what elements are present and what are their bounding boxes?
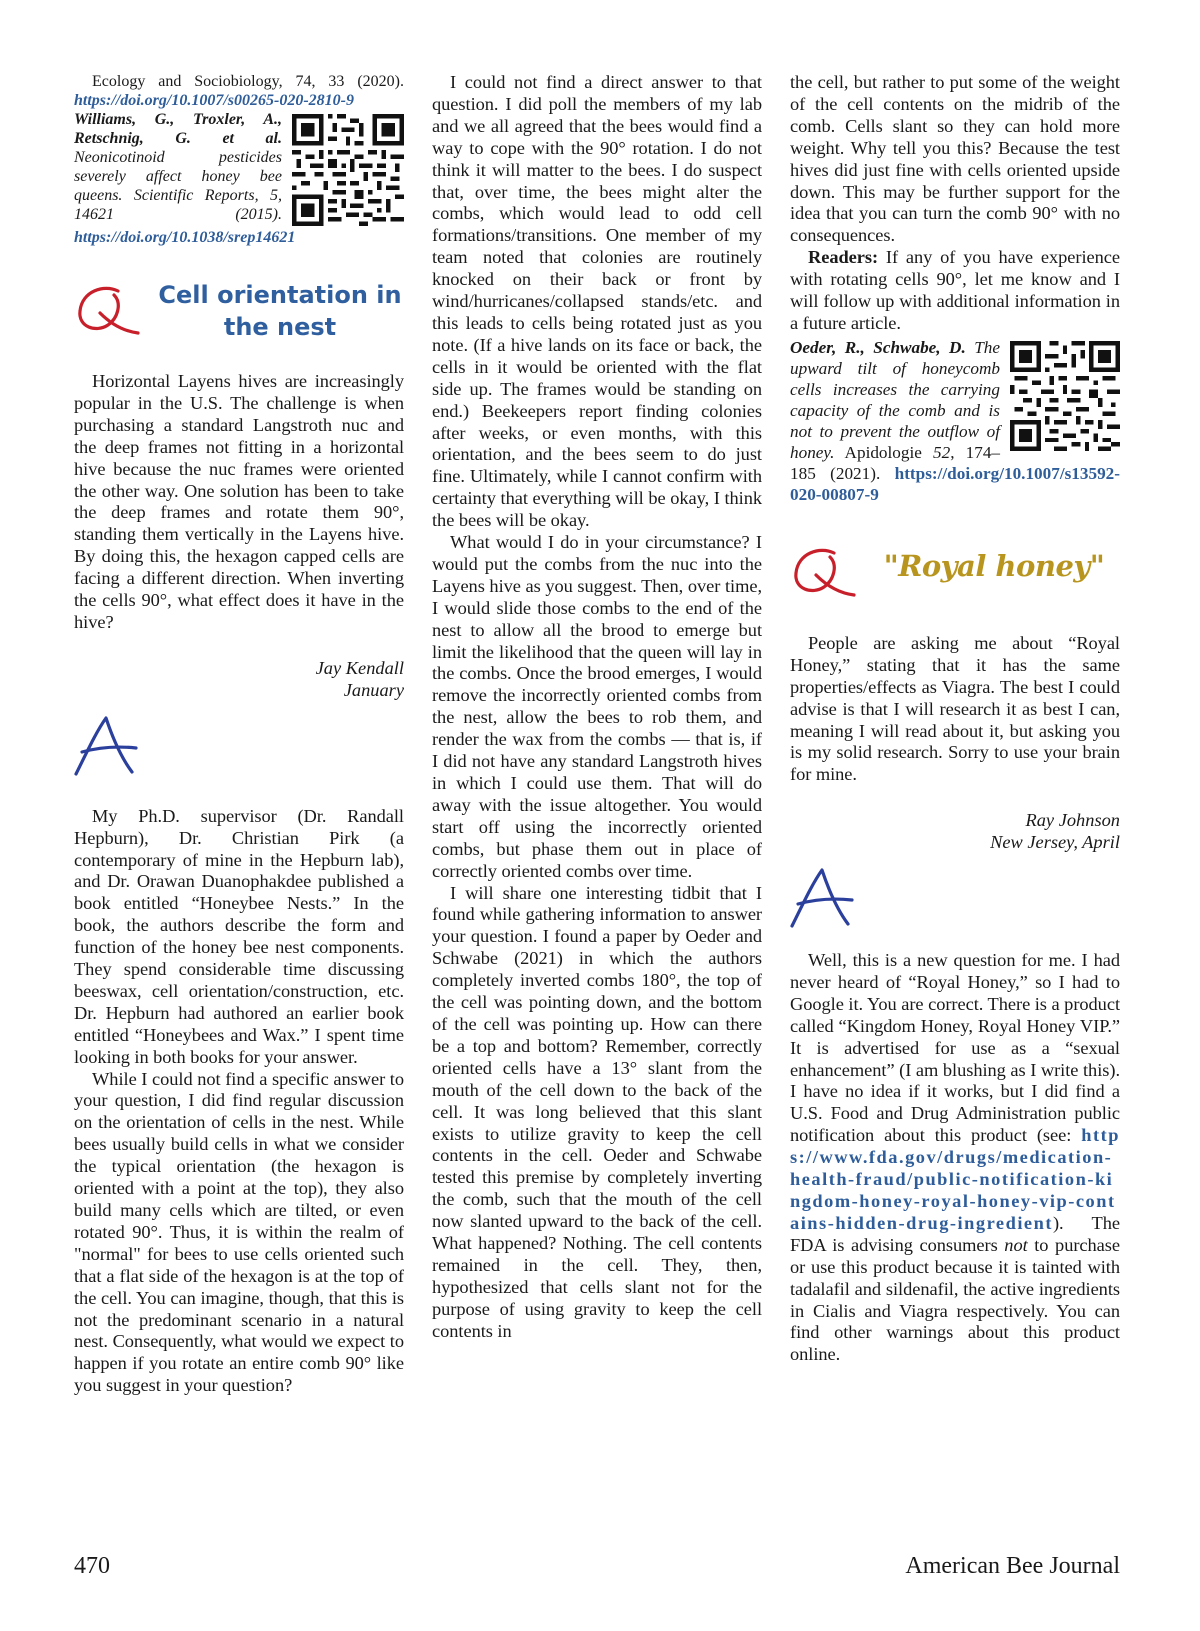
answer-text: to purchase or use this product because it is tainted with tadalafil and sildenafil, the active ingredients in Cialis and Viagra respectively. You can find other warnings about this product online.	[790, 1234, 1121, 1365]
answer-paragraph: I could not find a direct answer to that question. I did poll the members of my lab and we all agreed that the bees would find a way to cope with the 90° rotation. I do not think it will matter to the bees. I do suspect that, over time, the bees might alter the combs, which would lead to odd cell formations/transitions. One member of my team noted that colonies are routinely knocked on their back or front by wind/hurricanes/collapsed stands/etc. and this leads to cells being rotated just as you note. (If a hive lands on its face or back, the cells in it would be oriented with the flat side up. The frames would be standing on end.) Beekeepers report finding colonies after weeks, or even months, with this orientation, and the bees seem to do just fine. Ultimately, while I cannot confirm with certainty that everything will be okay, I think the bees will be okay.	[432, 72, 762, 531]
question-text: People are asking me about “Royal Honey,” stating that it has the same properties/effects as Viagra. The best I could advise is that I will research it as best I can, meaning I will read about it, but asking you is my solid research. Sorry to use your brain for mine.	[790, 632, 1120, 785]
signature-place: New Jersey, April	[990, 832, 1120, 853]
reference-pages: , 174–185 (2021).	[790, 442, 1001, 483]
reference-authors: Oeder, R., Schwabe, D.	[790, 337, 966, 357]
answer-paragraph: I will share one interesting tidbit that I found while gathering information to answer your question. I found a paper by Oeder and Schwabe (2021) in which the authors completely inverted combs 180°, the top of the cell was pointing down, and the bottom of the cell was pointing up. How can there be a top and bottom? Remember, correctly oriented cells have a 13° slant from the mouth of the cell down to the back of the cell. It was long believed that this slant exists to utilize gravity to keep the cell contents in the cell. Oeder and Schwabe tested this premise by completely inverting the comb, such that the mouth of the cell now slanted upward to the back of the cell. What happened? Nothing. The cell contents remained in the cell. They, then, hypothesized that cells slant not for the purpose of using gravity to keep the cell contents in	[432, 882, 762, 1341]
fda-link[interactable]: https://www.fda.gov/drugs/medication-health-fraud/public-notification-kingdom-honey-royal-honey-vip-contains-hidden-drug-ingredient	[790, 1125, 1120, 1233]
column-1	[74, 72, 404, 1397]
column-3	[790, 72, 1120, 1366]
qr-code-williams	[292, 114, 404, 226]
signature-name: Ray Johnson	[1025, 810, 1120, 831]
answer-paragraph: My Ph.D. supervisor (Dr. Randall Hepburn), Dr. Christian Pirk (a contemporary of mine in the Hepburn lab), and Dr. Orawan Duanophakdee published a book entitled “Honeybee Nests.” In the book, the authors describe the form and function of the honey bee nest components. They spend considerable time discussing beeswax, cell orientation/construction, etc. Dr. Hepburn had authored an earlier book entitled “Honeybees and Wax.” I spent time looking in both books for your answer.	[74, 805, 404, 1067]
reference-doi-link[interactable]: https://doi.org/10.1007/s13592-020-00807-9	[790, 463, 1120, 504]
q-letter-icon	[790, 543, 860, 609]
readers-label: Readers:	[808, 247, 879, 268]
question-heading: Cell orientation in the nest	[158, 281, 402, 341]
reference-journal: Apidologie	[834, 442, 934, 462]
a-letter-icon	[790, 866, 860, 932]
answer-text-close: ).	[1052, 1212, 1064, 1233]
reference-source: Ecology and Sociobiology, 74, 33 (2020).	[92, 73, 404, 90]
column-2	[432, 72, 762, 1343]
reference-continued	[74, 72, 404, 110]
a-letter-icon	[74, 714, 144, 780]
signature-name: Jay Kendall	[315, 657, 404, 678]
qr-code-oeder	[1010, 341, 1120, 451]
answer-paragraph: What would I do in your circumstance? I would put the combs from the nuc into the Layens hive as you suggest. Then, over time, I would slide those combs to the end of the nest to allow all the brood to emerge but limit the likelihood that the queen will lay in the combs. Once the brood emerges, I would remove the incorrectly oriented combs from the nest, allow the bees to rob them, and render the wax from the combs — that is, if I did not have any standard Langstroth hives in which I could use them. That will do away with the issue altogether. You would start off using the incorrectly oriented combs, but phase them out in place of correctly oriented combs over time.	[432, 532, 762, 881]
answer-paragraph	[790, 950, 1120, 1366]
signature-date: January	[343, 679, 404, 700]
q-letter-icon	[74, 281, 144, 347]
reference-title: Neonicotinoid pesticides severely affect honey bee queens. Scientific Reports, 5, 14621 (2015).	[74, 149, 282, 223]
answer-text: The FDA is advising consumers	[790, 1212, 1120, 1255]
answer-marker	[74, 702, 404, 792]
answer-text: Well, this is a new question for me. I had never heard of “Royal Honey,” so I had to Google it. You are correct. There is a product called “Kingdom Honey, Royal Honey VIP.” It is advertised for use as a “sexual enhancement” (I am blushing as I write this). I have no idea if it works, but I did find a U.S. Food and Drug Administration public notification about this product (see:	[790, 950, 1120, 1146]
readers-text: If any of you have experience with rotating cells 90°, let me know and I will follow up with additional information in a future article.	[790, 247, 1120, 333]
journal-name: American Bee Journal	[905, 1553, 1120, 1579]
page-number: 470	[74, 1553, 110, 1579]
reference-doi-link[interactable]: https://doi.org/10.1007/s00265-020-2810-9	[74, 92, 355, 109]
answer-paragraph: While I could not find a specific answer to your question, I did find regular discussion on the orientation of cells in the nest. While bees usually build cells in what we consider the typical orientation (the hexagon is oriented with a point at the top), they also build many cells which are tilted, or even rotated 90°. Thus, it is within the realm of "normal" for bees to use cells oriented such that a flat side of the hexagon is at the top of the cell. You can imagine, though, that this is not the predominant scenario in a natural nest. Consequently, what would we expect to happen if you rotate an entire comb 90° like you suggest in your question?	[74, 1068, 404, 1396]
answer-marker	[790, 854, 1120, 944]
answer-emphasis: not	[1004, 1234, 1028, 1255]
question-header	[74, 277, 404, 363]
reference-authors: Williams, G., Troxler, A., Retschnig, G. et al.	[74, 111, 282, 147]
readers-note	[790, 247, 1120, 335]
reference-title: The upward tilt of honeycomb cells increases the carrying capacity of the comb and is not to prevent the outflow of honey.	[790, 337, 1001, 462]
reference-volume: 52	[933, 442, 951, 462]
question-heading: "Royal honey"	[883, 548, 1105, 583]
question-text: Horizontal Layens hives are increasingly popular in the U.S. The challenge is when purchasing a standard Langstroth nuc and the deep frames not fitting in a horizontal hive because the nuc frames were oriented the other way. One solution has been to take the deep frames and rotate them 90°, standing them vertically in the Layens hive. By doing this, the hexagon capped cells are facing a different direction. When inverting the cells 90°, what effect does it have in the hive?	[74, 371, 404, 632]
question-header	[790, 539, 1120, 625]
answer-paragraph: the cell, but rather to put some of the weight of the cell contents on the midrib of the comb. Cells slant so they can hold more weight. Why tell you this? Because the test hives did just fine with cells oriented upside down. This may be further support for the idea that you can turn the comb 90° with no consequences.	[790, 72, 1120, 246]
reference-doi-link[interactable]: https://doi.org/10.1038/srep14621	[74, 229, 296, 246]
